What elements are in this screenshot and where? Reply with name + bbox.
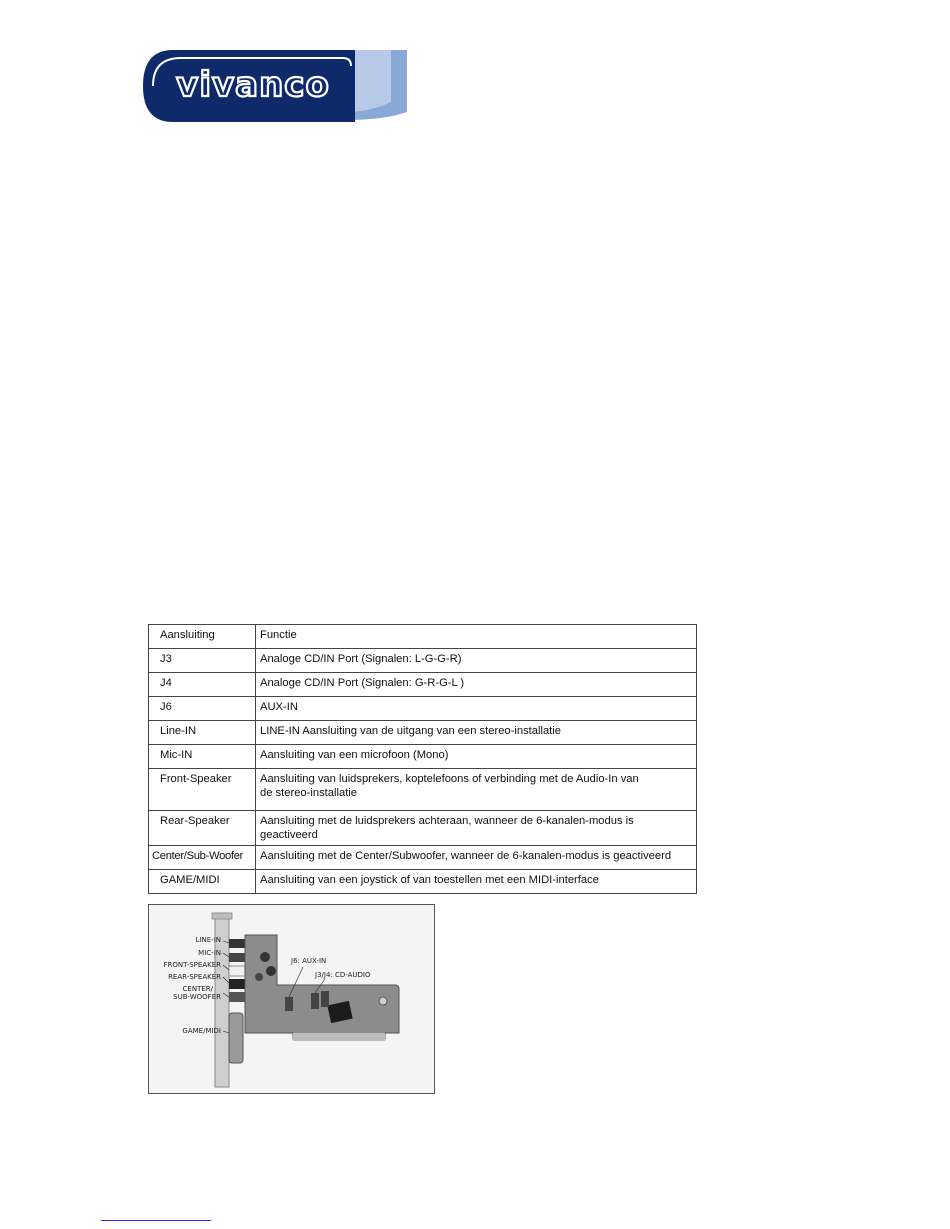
table-row	[149, 673, 697, 697]
table-row	[149, 811, 697, 846]
label-front-speaker: FRONT-SPEAKER	[163, 961, 221, 969]
table-row	[149, 721, 697, 745]
vivanco-logo-graphic	[143, 50, 407, 122]
port-cell: Line-IN	[149, 721, 256, 745]
function-cell: AUX-IN	[256, 697, 697, 721]
label-j6: J6: AUX-IN	[291, 957, 327, 965]
port-cell: J6	[149, 697, 256, 721]
header-functie: Functie	[256, 625, 697, 649]
port-cell: Mic-IN	[149, 745, 256, 769]
table-row	[149, 870, 697, 894]
function-cell: Analoge CD/IN Port (Signalen: G-R-G-L )	[256, 673, 697, 697]
table-row	[149, 649, 697, 673]
label-mic-in: MIC-IN	[198, 949, 221, 957]
label-j3j4: J3/J4: CD-AUDIO	[315, 971, 371, 979]
table-row	[149, 846, 697, 870]
port-cell: Front-Speaker	[149, 769, 256, 811]
table-row	[149, 745, 697, 769]
table-header-row	[149, 625, 697, 649]
logo-text: vivanco	[176, 65, 330, 105]
function-cell	[256, 769, 697, 811]
vivanco-logo	[143, 50, 407, 122]
function-cell: LINE-IN Aansluiting van de uitgang van een stereo-installatie	[256, 721, 697, 745]
port-cell: J4	[149, 673, 256, 697]
table-row	[149, 697, 697, 721]
function-cell: Analoge CD/IN Port (Signalen: L-G-G-R)	[256, 649, 697, 673]
port-cell: J3	[149, 649, 256, 673]
footer-link-underline	[101, 1220, 211, 1221]
function-cell: Aansluiting van een joystick of van toestellen met een MIDI-interface	[256, 870, 697, 894]
port-cell: Center/Sub-Woofer	[149, 846, 256, 870]
function-cell: Aansluiting met de luidsprekers achteraan, wanneer de 6-kanalen-modus is geactiveerd	[256, 811, 697, 846]
port-cell: Rear-Speaker	[149, 811, 256, 846]
table-row	[149, 769, 697, 811]
port-cell: GAME/MIDI	[149, 870, 256, 894]
label-center: CENTER/	[182, 985, 213, 993]
label-sub-woofer: SUB-WOOFER	[173, 993, 221, 1001]
connections-table	[148, 624, 697, 894]
header-aansluiting: Aansluiting	[149, 625, 256, 649]
label-rear-speaker: REAR-SPEAKER	[168, 973, 221, 981]
function-cell: Aansluiting van een microfoon (Mono)	[256, 745, 697, 769]
function-text-line1: Aansluiting van luidsprekers, koptelefoons of verbinding met de Audio-In van	[260, 773, 639, 785]
function-cell: Aansluiting met de Center/Subwoofer, wanneer de 6-kanalen-modus is geactiveerd	[256, 846, 697, 870]
function-text-line2: de stereo-installatie	[260, 787, 358, 799]
label-line-in: LINE-IN	[195, 936, 221, 944]
soundcard-photo	[148, 904, 435, 1094]
soundcard-illustration	[149, 905, 434, 1093]
label-game-midi: GAME/MIDI	[182, 1027, 221, 1035]
